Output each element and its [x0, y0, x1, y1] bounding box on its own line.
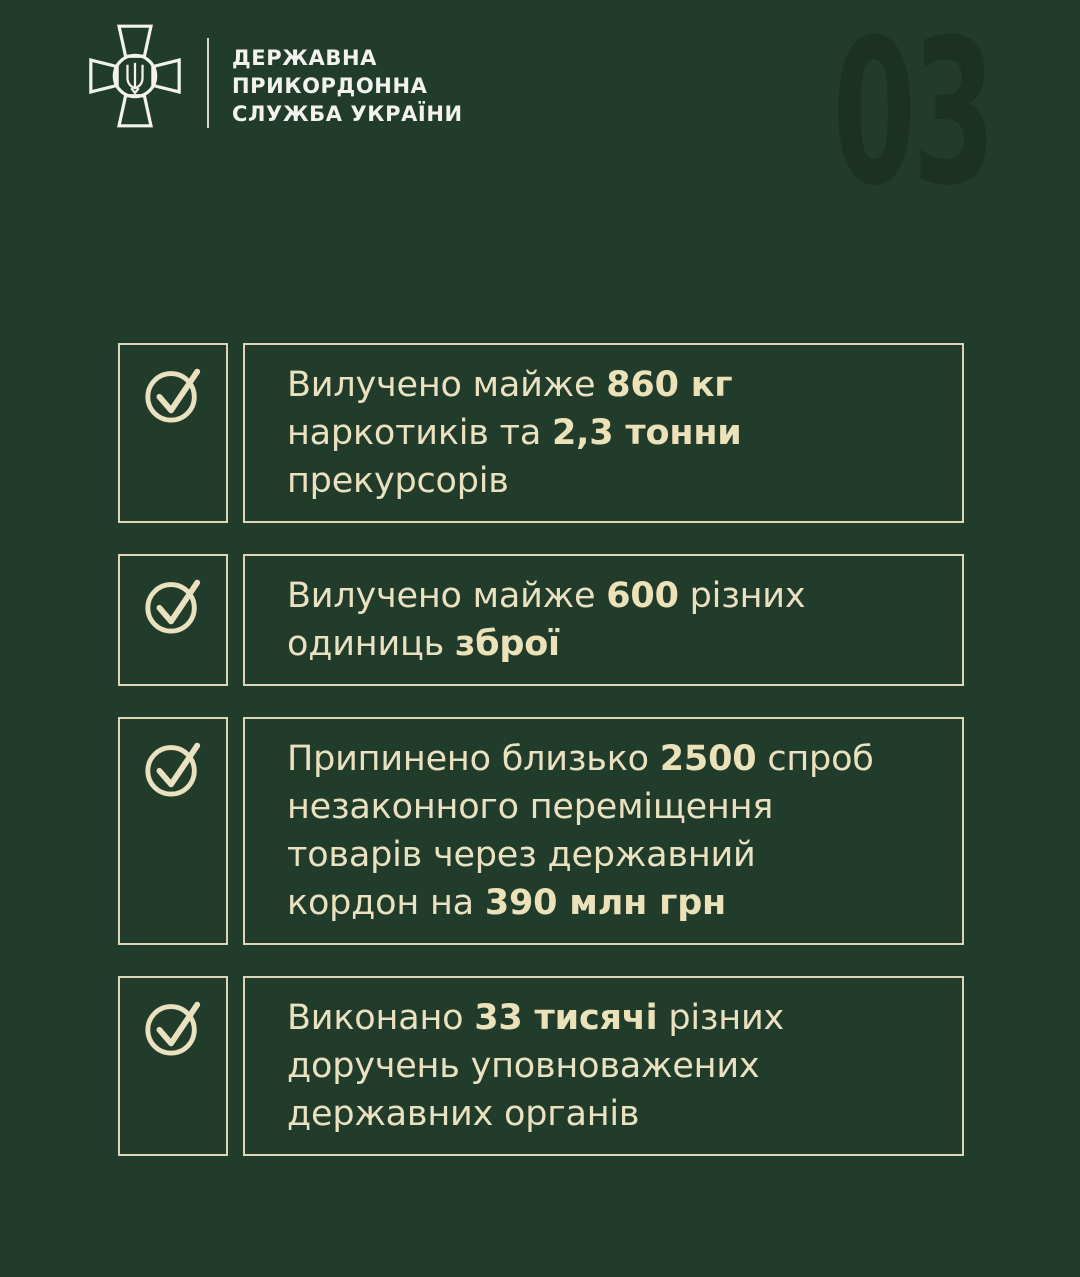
check-icon-box	[118, 717, 228, 945]
stats-list	[118, 343, 964, 1156]
org-name-line: СЛУЖБА УКРАЇНИ	[232, 102, 463, 126]
stat-text	[287, 361, 742, 505]
stat-highlight: 33 тисячі	[474, 998, 658, 1038]
check-circle-icon	[142, 361, 204, 423]
stat-text-box	[243, 976, 964, 1156]
check-icon-box	[118, 554, 228, 686]
stat-text	[287, 572, 805, 668]
stat-text-segment: доручень уповноважених	[287, 1046, 760, 1086]
stat-text-box	[243, 717, 964, 945]
org-name-line: ПРИКОРДОННА	[232, 74, 428, 98]
header	[88, 23, 1080, 133]
check-icon-box	[118, 343, 228, 523]
stat-text	[287, 994, 784, 1138]
stat-text-segment: спроб	[756, 739, 874, 779]
stat-text-segment: одиниць	[287, 624, 455, 664]
org-name-line: ДЕРЖАВНА	[232, 46, 378, 70]
stat-row	[118, 717, 964, 945]
stat-text-segment: прекурсорів	[287, 461, 509, 501]
check-circle-icon	[142, 994, 204, 1056]
stat-highlight: 860 кг	[606, 365, 733, 405]
stat-text-box	[243, 343, 964, 523]
stat-text-segment: різних	[657, 998, 785, 1038]
stat-row	[118, 343, 964, 523]
stat-text-segment: різних	[678, 576, 806, 616]
stat-highlight: 2,3 тонни	[552, 413, 742, 453]
check-icon-box	[118, 976, 228, 1156]
stat-text-segment: Виконано	[287, 998, 475, 1038]
header-divider	[207, 38, 209, 128]
stat-text-segment: Вилучено майже	[287, 365, 607, 405]
stat-highlight: зброї	[454, 624, 560, 664]
border-guard-emblem-icon	[88, 23, 182, 129]
stat-text-segment: товарів через державний	[287, 835, 756, 875]
check-circle-icon	[142, 572, 204, 634]
check-circle-icon	[142, 735, 204, 797]
stat-row	[118, 976, 964, 1156]
stat-row	[118, 554, 964, 686]
stat-text-box	[243, 554, 964, 686]
org-name	[232, 44, 463, 128]
stat-text-segment: Вилучено майже	[287, 576, 607, 616]
stat-text-segment: наркотиків та	[287, 413, 553, 453]
stat-highlight: 390 млн грн	[484, 883, 727, 923]
stat-text-segment: незаконного переміщення	[287, 787, 774, 827]
stat-highlight: 600	[606, 576, 679, 616]
stat-text-segment: Припинено близько	[287, 739, 660, 779]
stat-text-segment: державних органів	[287, 1094, 640, 1134]
page-number-watermark: 03	[832, 0, 992, 230]
stat-text	[287, 735, 874, 927]
stat-highlight: 2500	[659, 739, 757, 779]
stat-text-segment: кордон на	[287, 883, 485, 923]
